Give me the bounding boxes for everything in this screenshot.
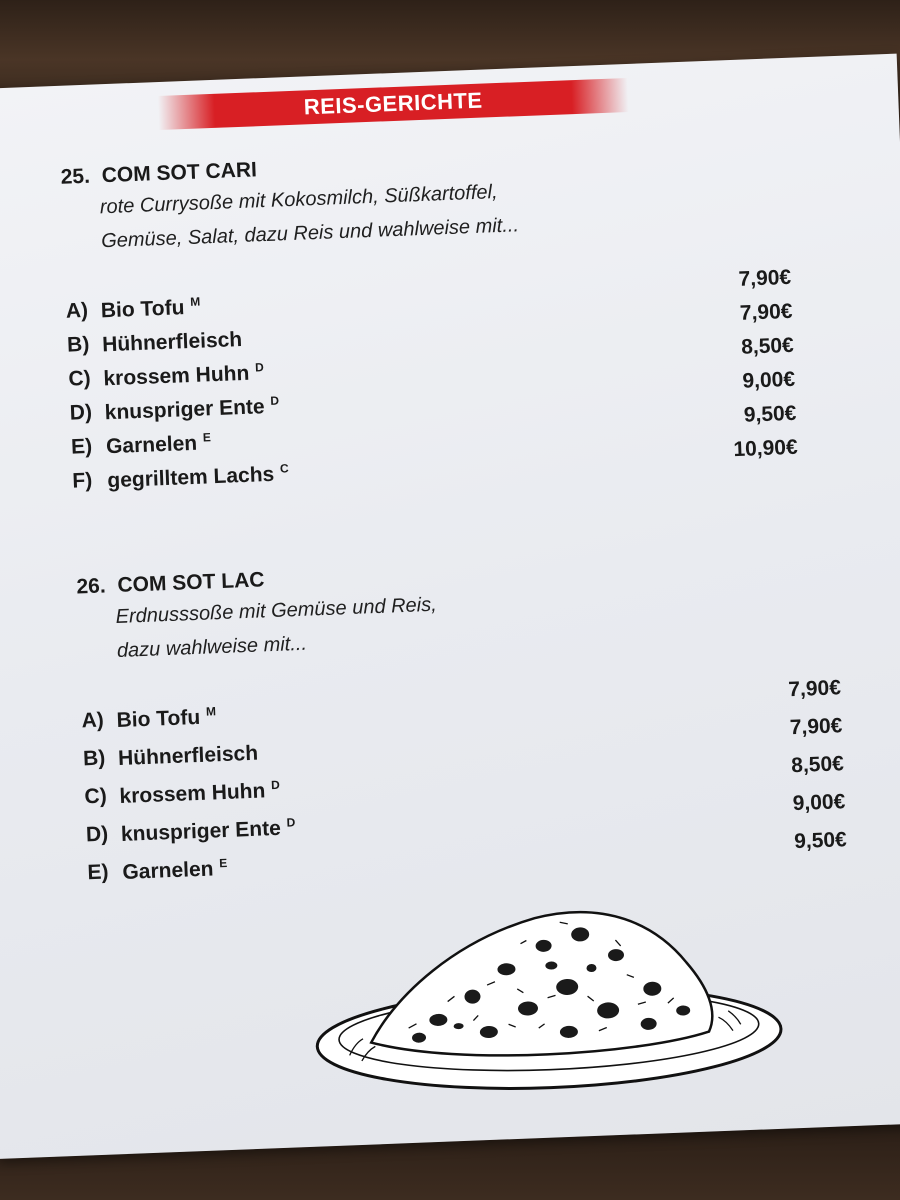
dish-description [115,588,439,668]
option-letter: A) [65,298,89,323]
section-title: REIS-GERICHTE [303,87,483,120]
option-name: Garnelen $^E$ [122,855,228,884]
dish-number: 26. [76,574,107,599]
option-price: 8,50€ [740,333,795,359]
option-letter: D) [85,822,109,847]
option-letter: A) [81,708,105,733]
allergen-code: E [218,855,228,871]
option-letter: E) [87,860,109,885]
dish-description-line: rote Currysoße mit Kokosmilch, Süßkartoffel, [99,181,498,219]
option-letter: C) [68,366,92,391]
option-name: knuspriger Ente $^D$ [120,815,296,846]
option-price: 10,90€ [733,435,799,462]
dish-description-line: dazu wahlweise mit... [116,632,308,662]
dish-description [99,174,519,258]
option-price: 7,90€ [789,714,843,740]
allergen-code: D [270,393,280,408]
option-price: 9,00€ [742,367,796,393]
option-name: krossem Huhn $^D$ [119,777,281,809]
rice-plate-icon [304,889,791,1107]
allergen-code: D [254,360,264,375]
menu-page [0,54,900,1159]
option-name: knuspriger Ente $^D$ [104,393,280,425]
allergen-code: D [286,815,296,830]
option-price: 7,90€ [739,299,793,325]
section-banner [158,78,629,130]
option-letter: C) [84,784,108,809]
option-letter: E) [70,434,93,459]
option-name: Hühnerfleisch [117,741,259,771]
allergen-code: E [202,430,212,445]
option-price: 9,50€ [743,401,797,427]
option-name: Bio Tofu $^M$ [100,294,201,323]
dish-name: COM SOT CARI [101,158,258,188]
option-letter: D) [69,400,93,425]
allergen-code [264,740,265,754]
option-price: 9,00€ [792,790,846,816]
dish-description-line: Gemüse, Salat, dazu Reis und wahlweise mit... [100,214,520,253]
option-price: 8,50€ [790,752,845,778]
option-name: krossem Huhn $^D$ [103,360,264,391]
allergen-code: M [205,704,217,719]
option-name: Hühnerfleisch [101,327,243,357]
option-price: 9,50€ [793,828,848,854]
option-letter: B) [82,746,106,771]
dish-number: 25. [60,164,91,189]
dish-description-line: Erdnusssoße mit Gemüse und Reis, [115,593,438,629]
option-letter: F) [71,468,93,493]
allergen-code: M [189,294,201,309]
option-letter: B) [66,332,90,357]
option-name: Bio Tofu $^M$ [116,704,217,733]
option-name: gegrilltem Lachs $^C$ [106,461,289,493]
option-name: Garnelen $^E$ [105,430,212,459]
option-price: 7,90€ [738,265,792,291]
option-price: 7,90€ [787,676,842,702]
allergen-code [248,327,249,341]
dish-name: COM SOT LAC [117,568,265,597]
allergen-code: C [279,461,289,476]
allergen-code: D [270,777,281,793]
